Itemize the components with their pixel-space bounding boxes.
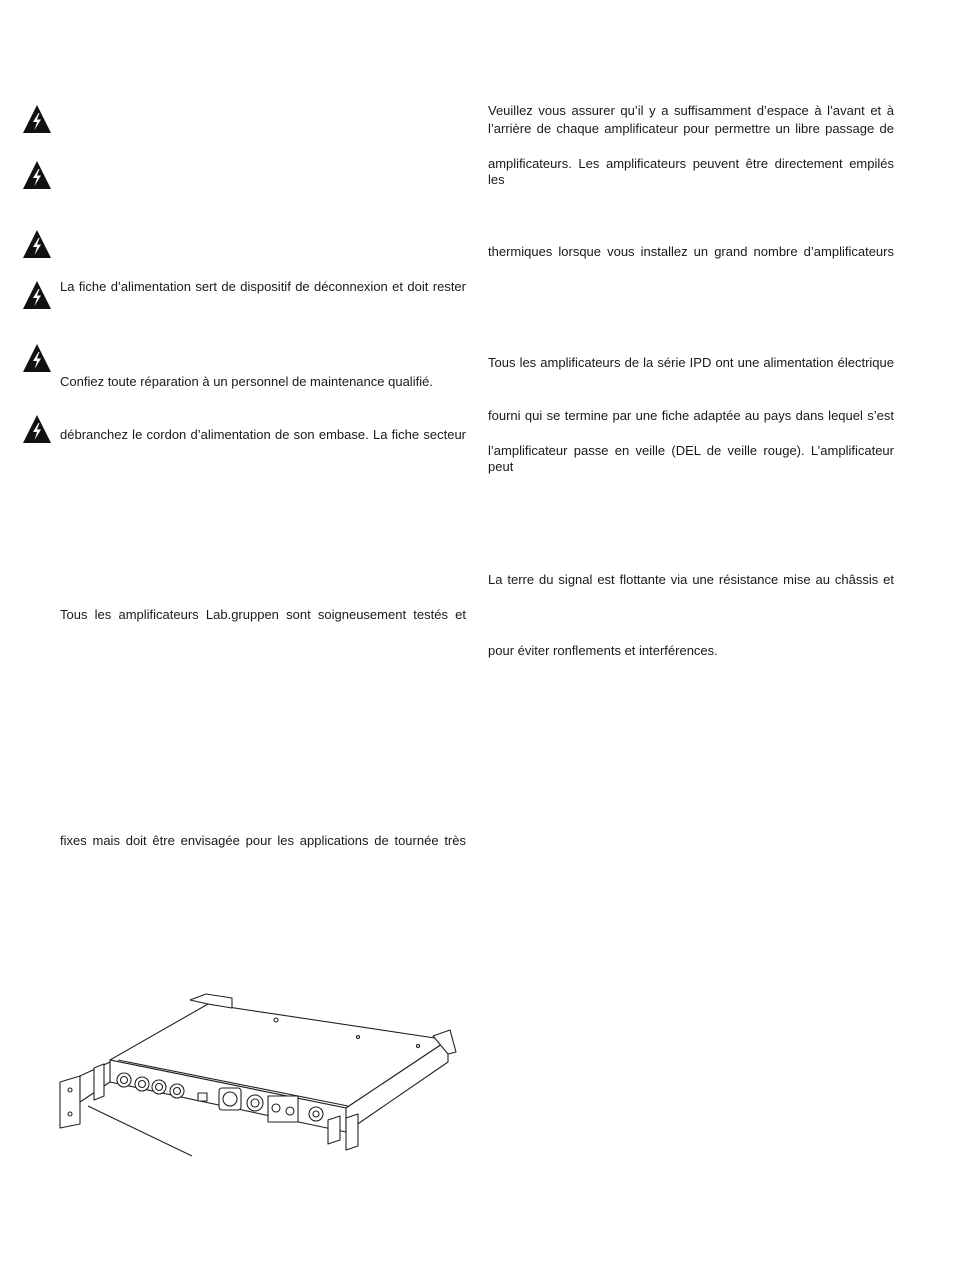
ground-text: La terre du signal est flottante via une résistance mise au châssis et [488,572,894,587]
tested-text: Tous les amplificateurs Lab.gruppen sont soigneusement testés et [60,607,466,622]
touring-text: fixes mais doit être envisagée pour les applications de tournée très [60,833,466,848]
repair-text: Confiez toute réparation à un personnel de maintenance qualifié. [60,374,433,389]
stacking-text: amplificateurs. Les amplificateurs peuvent être directement empilés les [488,156,894,187]
power-plug-text: La fiche d’alimentation sert de dispositif de déconnexion et doit rester [60,279,466,294]
lightning-warning-icon [22,229,52,259]
lightning-warning-icon [22,104,52,134]
plug-country-text: fourni qui se termine par une fiche adaptée au pays dans lequel s’est [488,408,894,423]
amplifier-rear-panel-illustration [58,990,468,1165]
standby-text: l’amplificateur passe en veille (DEL de veille rouge). L’amplificateur peut [488,443,894,474]
lightning-warning-icon [22,414,52,444]
lightning-warning-icon [22,280,52,310]
lightning-warning-icon [22,160,52,190]
space-text-2: l’arrière de chaque amplificateur pour permettre un libre passage de [488,121,894,136]
unplug-text: débranchez le cordon d’alimentation de son embase. La fiche secteur [60,427,466,442]
ipd-power-text: Tous les amplificateurs de la série IPD ont une alimentation électrique [488,355,894,370]
thermal-text: thermiques lorsque vous installez un grand nombre d’amplificateurs [488,244,894,259]
space-text-1: Veuillez vous assurer qu’il y a suffisamment d’espace à l’avant et à [488,103,894,118]
lightning-warning-icon [22,343,52,373]
hum-text: pour éviter ronflements et interférences. [488,643,718,658]
